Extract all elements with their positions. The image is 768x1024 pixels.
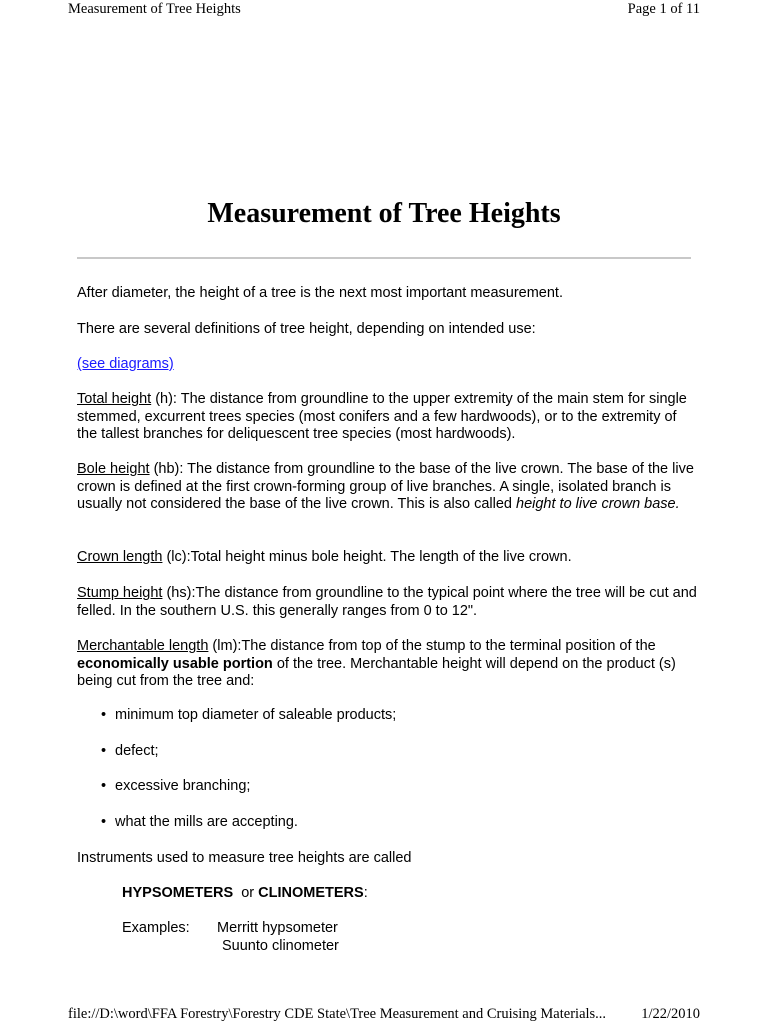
term-stump-height: Stump height <box>77 585 163 601</box>
list-item <box>101 778 250 796</box>
definition-text: of the tree. Merchantable height will depend on the product (s) being cut from the tree and: <box>77 655 676 689</box>
example-item: Merritt hypsometer <box>217 920 338 936</box>
definition-merchantable-length <box>77 638 697 691</box>
see-diagrams-link[interactable]: (see diagrams) <box>77 356 174 372</box>
definition-text: (hb): The distance from groundline to the base of the live crown. The base of the live crown is defined at the first crown-forming group of live branches. A single, isolated branch is usually not considered the base of the live crown. This is also called <box>77 461 694 512</box>
definition-text: (lc):Total height minus bole height. The length of the live crown. <box>162 549 572 565</box>
definition-bold: economically usable portion <box>77 655 273 672</box>
bullet-icon: • <box>101 814 107 830</box>
page-number: Page 1 of 11 <box>627 1 700 17</box>
definition-stump-height <box>77 585 697 620</box>
bullet-icon: • <box>101 707 107 723</box>
header-title: Measurement of Tree Heights <box>68 1 241 17</box>
list-item <box>101 814 298 832</box>
bullet-icon: • <box>101 778 107 794</box>
footer-path: file://D:\word\FFA Forestry\Forestry CDE State\Tree Measurement and Cruising Materials... <box>68 1006 607 1022</box>
list-item-text: what the mills are accepting. <box>115 814 298 830</box>
list-item-text: defect; <box>115 743 159 759</box>
hypsometers-label: HYPSOMETERS <box>122 885 234 901</box>
page-title: Measurement of Tree Heights <box>207 198 561 229</box>
list-item <box>101 743 159 761</box>
bullet-icon: • <box>101 743 107 759</box>
definition-crown-length <box>77 549 697 567</box>
definition-italic: height to live crown base. <box>516 496 680 512</box>
intro-paragraph: There are several definitions of tree height, depending on intended use: <box>77 321 536 337</box>
instrument-names <box>122 885 682 903</box>
instruments-intro: Instruments used to measure tree heights are called <box>77 850 412 866</box>
list-item-text: minimum top diameter of saleable products; <box>115 707 397 723</box>
definition-text: (hs):The distance from groundline to the typical point where the tree will be cut and felled. In the southern U.S. this generally ranges from 0 to 12". <box>77 585 697 619</box>
footer-date: 1/22/2010 <box>641 1006 700 1022</box>
examples-label: Examples: <box>122 920 190 936</box>
list-item <box>101 707 396 725</box>
intro-paragraph: After diameter, the height of a tree is the next most important measurement. <box>77 285 563 301</box>
divider <box>77 257 691 259</box>
term-bole-height: Bole height <box>77 461 150 477</box>
clinometers-label: CLINOMETERS <box>258 885 364 901</box>
term-merchantable-length: Merchantable length <box>77 638 209 654</box>
example-item: Suunto clinometer <box>222 938 339 954</box>
colon-text: : <box>363 885 368 901</box>
term-crown-length: Crown length <box>77 549 163 565</box>
term-total-height: Total height <box>77 391 152 407</box>
definition-text: (h): The distance from groundline to the upper extremity of the main stem for single stemmed, excurrent trees species (most conifers and a few hardwoods), or to the extremity of the tallest branches for deliquescent tree species (most hardwoods). <box>77 391 687 442</box>
list-item-text: excessive branching; <box>115 778 251 794</box>
definition-total-height <box>77 391 697 444</box>
or-text: or <box>233 885 259 901</box>
definition-bole-height <box>77 461 697 514</box>
definition-text: (lm):The distance from top of the stump to the terminal position of the <box>208 638 656 654</box>
